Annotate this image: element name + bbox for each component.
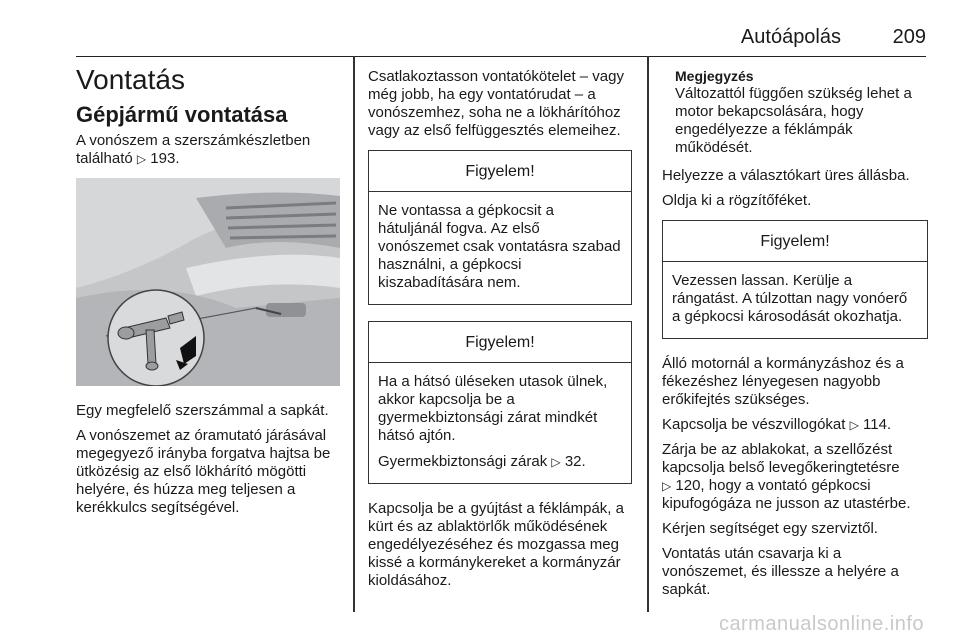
warning-box [368, 321, 632, 484]
column-3 [662, 56, 928, 610]
paragraph [662, 416, 928, 434]
paragraph: Helyezze a választókart üres állásba. [662, 167, 910, 184]
warning-text: Ne vontassa a gépkocsit a hátuljánál fogva. Az első vonószemet csak vontatásra szabad használni, a gépkocsi kiszabadítására nem. [378, 202, 621, 291]
triangle-right-icon: ▷ [662, 479, 672, 493]
page-reference[interactable]: 193. [150, 150, 180, 167]
section-heading: Gépjármű vontatása [76, 102, 288, 127]
paragraph: A vonószemet az óramutató járásával megegyező irányba forgatva hajtsa be ütközésig az első lökhárító mögötti helyére, és húzza meg teljesen a kerékkulcs segítségével. [76, 427, 331, 516]
warning-text-part: Gyermekbiztonsági zárak [378, 453, 552, 470]
paragraph: Kapcsolja be a gyújtást a féklámpák, a kürt és az ablaktörlők működésének engedélyezéséhez és mozgassa meg kissé a kormánykereket a kormányzár kioldásához. [368, 500, 624, 589]
page-reference[interactable]: 114. [863, 416, 892, 433]
warning-title: Figyelem! [663, 221, 927, 262]
warning-box [662, 220, 928, 339]
note-text: Változattól függően szükség lehet a motor bekapcsolására, hogy engedélyezze a féklámpák működését. [675, 85, 912, 156]
column-divider [353, 56, 355, 612]
paragraph [76, 132, 342, 168]
paragraph: Álló motornál a kormányzáshoz és a fékezéshez lényegesen nagyobb erőkifejtés szükséges. [662, 355, 904, 408]
paragraph: Oldja ki a rögzítőféket. [662, 192, 812, 209]
section-title: Autóápolás [740, 26, 841, 48]
page-reference[interactable]: 120, hogy a vontató gépkocsi kipufogógáza ne jusson az utastérbe. [662, 477, 911, 512]
chapter-title: Vontatás [76, 64, 185, 95]
warning-text [378, 453, 622, 471]
warning-text: Ha a hátsó üléseken utasok ülnek, akkor kapcsolja be a gyermekbiztonsági zárat mindkét hátsó ajtón. [378, 373, 608, 444]
page-reference[interactable]: 32. [564, 453, 586, 470]
watermark: carmanualsonline.info [718, 613, 924, 635]
paragraph: Vontatás után csavarja ki a vonószemet, és illessze a helyére a sapkát. [662, 545, 899, 598]
warning-box [368, 150, 632, 305]
note-title: Megjegyzés [675, 68, 754, 84]
paragraph: Kérjen segítséget egy szerviztől. [662, 520, 878, 537]
warning-title: Figyelem! [369, 151, 631, 192]
warning-text: Vezessen lassan. Kerülje a rángatást. A túlzottan nagy vonóerő a gépkocsi károsodását okozhatja. [672, 272, 908, 325]
paragraph-text: Zárja be az ablakokat, a szellőzést kapcsolja belső levegőkeringtetésre [662, 441, 900, 476]
tow-eye-illustration [76, 178, 340, 386]
page-number: 209 [892, 26, 926, 48]
column-1 [76, 56, 342, 610]
paragraph-text: Kapcsolja be vészvillogókat [662, 416, 850, 433]
warning-title: Figyelem! [369, 322, 631, 363]
column-2 [368, 56, 632, 610]
column-divider [647, 56, 649, 612]
page-header [76, 0, 926, 57]
paragraph-text: A vonószem a szerszámkészletben található [76, 132, 311, 167]
triangle-right-icon: ▷ [551, 455, 561, 469]
triangle-right-icon: ▷ [849, 418, 859, 432]
paragraph [662, 441, 928, 513]
paragraph: Egy megfelelő szerszámmal a sapkát. [76, 402, 329, 419]
triangle-right-icon: ▷ [136, 152, 147, 166]
note-block [662, 68, 928, 157]
paragraph: Csatlakoztasson vontatókötelet – vagy még jobb, ha egy vontatórudat – a vonószemhez, soha ne a lökhárítóhoz vagy az első felfüggesztés elemeihez. [368, 68, 624, 139]
